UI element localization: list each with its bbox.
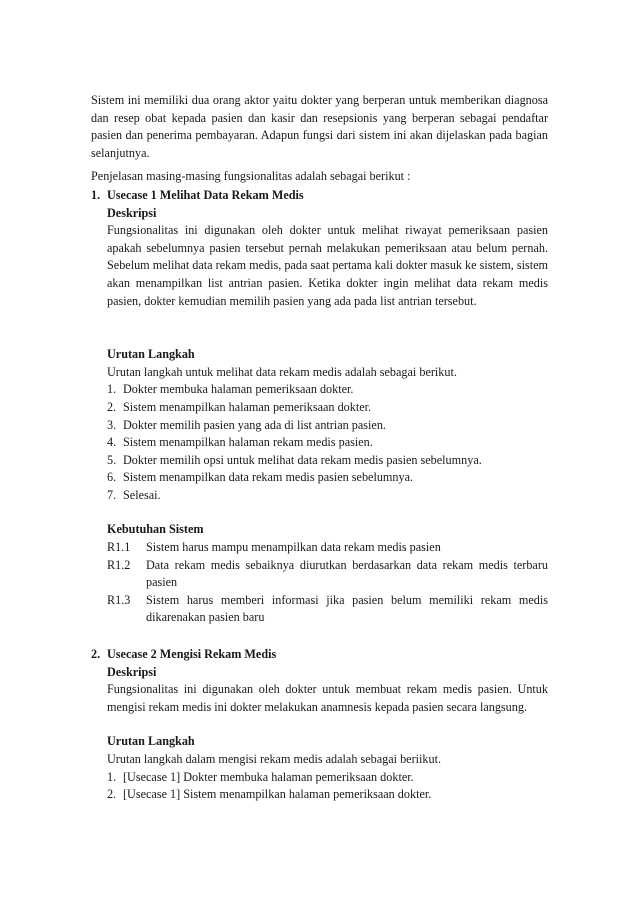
step-number: 2. bbox=[107, 787, 117, 802]
step-text: [Usecase 1] Dokter membuka halaman pemeriksaan dokter. bbox=[123, 769, 414, 784]
step-number: 3. bbox=[107, 417, 117, 432]
list-item bbox=[107, 381, 548, 399]
step-number: 4. bbox=[107, 435, 117, 450]
lead-sentence: Penjelasan masing-masing fungsionalitas adalah sebagai berikut : bbox=[91, 169, 411, 184]
requirement-row bbox=[107, 557, 548, 592]
list-item bbox=[107, 487, 548, 505]
requirement-row bbox=[107, 592, 548, 627]
step-text: Dokter memilih pasien yang ada di list antrian pasien. bbox=[123, 417, 386, 432]
step-number: 5. bbox=[107, 452, 117, 467]
steps-intro: Urutan langkah untuk melihat data rekam medis adalah sebagai berikut. bbox=[107, 364, 457, 379]
requirement-code: R1.3 bbox=[107, 592, 131, 607]
list-item bbox=[107, 769, 548, 787]
requirements-heading: Kebutuhan Sistem bbox=[107, 522, 204, 537]
step-text: Dokter membuka halaman pemeriksaan dokter. bbox=[123, 382, 354, 397]
description-text: Fungsionalitas ini digunakan oleh dokter untuk melihat riwayat pemeriksaan pasien apakah sebelumnya pasien tersebut pernah melakukan pemeriksaan atau belum pernah. Sebelum melihat data rekam medis, pada saat pertama kali dokter masuk ke sistem, sistem akan menampilkan list antrian pasien. Ketika dokter ingin melihat data rekam medis pasien, dokter kemudian memilih pasien yang ada pada list antrian tersebut. bbox=[107, 223, 548, 308]
usecase-title: Usecase 1 Melihat Data Rekam Medis bbox=[107, 187, 304, 202]
step-text: Sistem menampilkan data rekam medis pasien sebelumnya. bbox=[123, 470, 414, 485]
requirement-code: R1.1 bbox=[107, 540, 131, 555]
requirement-text: Data rekam medis sebaiknya diurutkan berdasarkan data rekam medis terbaru pasien bbox=[146, 557, 548, 590]
list-item bbox=[107, 434, 548, 452]
usecase-1 bbox=[91, 187, 548, 627]
document-page bbox=[91, 92, 548, 804]
list-item bbox=[107, 469, 548, 487]
list-item bbox=[107, 417, 548, 435]
list-item bbox=[107, 786, 548, 804]
steps-heading: Urutan Langkah bbox=[107, 347, 195, 362]
steps-heading: Urutan Langkah bbox=[107, 734, 195, 749]
step-number: 1. bbox=[107, 769, 117, 784]
step-text: Sistem menampilkan halaman pemeriksaan dokter. bbox=[123, 399, 372, 414]
requirement-text: Sistem harus memberi informasi jika pasien belum memiliki rekam medis dikarenakan pasien baru bbox=[146, 592, 548, 625]
step-number: 7. bbox=[107, 487, 117, 502]
description-heading: Deskripsi bbox=[107, 664, 157, 679]
list-item bbox=[107, 452, 548, 470]
step-text: [Usecase 1] Sistem menampilkan halaman pemeriksaan dokter. bbox=[123, 787, 432, 802]
requirement-code: R1.2 bbox=[107, 557, 131, 572]
description-heading: Deskripsi bbox=[107, 205, 157, 220]
requirement-row bbox=[107, 539, 548, 557]
step-text: Dokter memilih opsi untuk melihat data rekam medis pasien sebelumnya. bbox=[123, 452, 482, 467]
usecase-number: 1. bbox=[91, 187, 101, 202]
step-text: Selesai. bbox=[123, 487, 161, 502]
step-text: Sistem menampilkan halaman rekam medis pasien. bbox=[123, 435, 373, 450]
step-number: 1. bbox=[107, 382, 117, 397]
steps-intro: Urutan langkah dalam mengisi rekam medis adalah sebagai beriikut. bbox=[107, 752, 442, 766]
requirement-text: Sistem harus mampu menampilkan data rekam medis pasien bbox=[146, 540, 441, 555]
steps-list bbox=[107, 381, 548, 504]
usecase-2 bbox=[91, 646, 548, 804]
steps-list bbox=[107, 769, 548, 804]
list-item bbox=[107, 399, 548, 417]
usecase-number: 2. bbox=[91, 647, 101, 662]
step-number: 2. bbox=[107, 399, 117, 414]
description-text: Fungsionalitas ini digunakan oleh dokter untuk membuat rekam medis pasien. Untuk mengisi rekam medis ini dokter melakukan anamnesis kepada pasien secara langsung. bbox=[107, 682, 548, 714]
usecase-title: Usecase 2 Mengisi Rekam Medis bbox=[107, 647, 277, 662]
step-number: 6. bbox=[107, 470, 117, 485]
intro-paragraph: Sistem ini memiliki dua orang aktor yaitu dokter yang berperan untuk memberikan diagnosa dan resep obat kepada pasien dan kasir dan resepsionis yang berperan sebagai pendaftar pasien dan penerima pembayaran. Adapun fungsi dari sistem ini akan dijelaskan pada bagian selanjutnya. bbox=[91, 93, 548, 160]
